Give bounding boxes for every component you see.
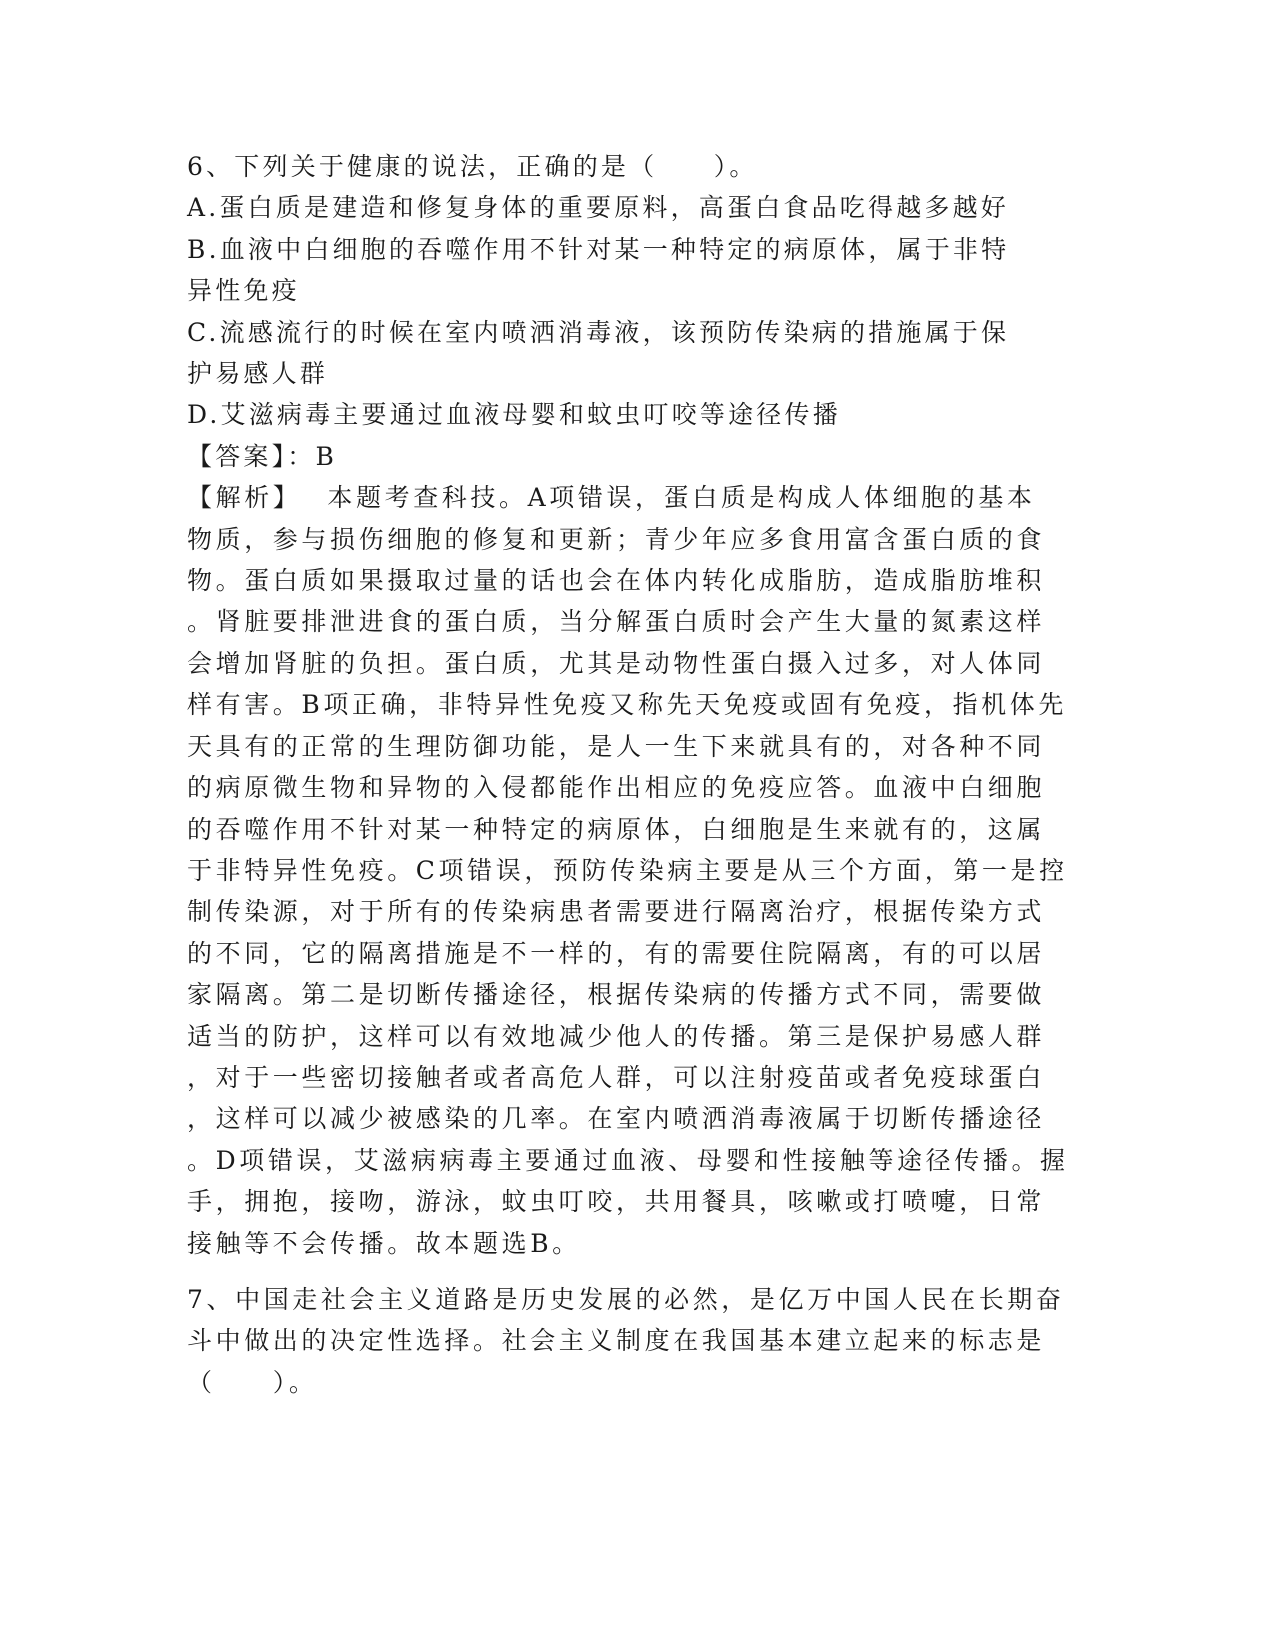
analysis-label: 【解析】 (187, 483, 302, 513)
question-6 (187, 146, 1087, 1264)
option-d: D.艾滋病毒主要通过血液母婴和蚊虫叮咬等途径传播 (187, 400, 841, 430)
document-page (187, 146, 1087, 1403)
analysis-line: 制传染源，对于所有的传染病患者需要进行隔离治疗，根据传染方式 (187, 897, 1046, 927)
question-7 (187, 1279, 1087, 1403)
analysis-line: 。肾脏要排泄进食的蛋白质，当分解蛋白质时会产生大量的氮素这样 (187, 607, 1046, 637)
question-gap (187, 1264, 1087, 1279)
question-6-stem: 6、下列关于健康的说法，正确的是（ ）。 (187, 152, 758, 181)
analysis-line: 物。蛋白质如果摄取过量的话也会在体内转化成脂肪，造成脂肪堆积 (187, 566, 1046, 596)
analysis-line: 的吞噬作用不针对某一种特定的病原体，白细胞是生来就有的，这属 (187, 814, 1046, 844)
analysis-line: 。D项错误，艾滋病病毒主要通过血液、母婴和性接触等途径传播。握 (187, 1145, 1069, 1175)
analysis-line (187, 477, 1087, 518)
analysis-line: 接触等不会传播。故本题选B。 (187, 1228, 581, 1258)
question-7-stem-line: 7、中国走社会主义道路是历史发展的必然，是亿万中国人民在长期奋 (187, 1284, 1065, 1314)
analysis-line: 的不同，它的隔离措施是不一样的，有的需要住院隔离，有的可以居 (187, 938, 1046, 968)
analysis-block (187, 477, 1087, 1264)
analysis-line: ，这样可以减少被感染的几率。在室内喷洒消毒液属于切断传播途径 (187, 1104, 1046, 1134)
analysis-line: 的病原微生物和异物的入侵都能作出相应的免疫应答。血液中白细胞 (187, 773, 1046, 803)
analysis-line: 物质，参与损伤细胞的修复和更新；青少年应多食用富含蛋白质的食 (187, 524, 1046, 554)
analysis-line: 样有害。B项正确，非特异性免疫又称先天免疫或固有免疫，指机体先 (187, 690, 1067, 720)
analysis-line: 家隔离。第二是切断传播途径，根据传染病的传播方式不同，需要做 (187, 980, 1046, 1010)
analysis-line: 于非特异性免疫。C项错误，预防传染病主要是从三个方面，第一是控 (187, 855, 1068, 885)
option-a: A.蛋白质是建造和修复身体的重要原料，高蛋白食品吃得越多越好 (187, 193, 1010, 223)
analysis-text: 本题考查科技。A项错误，蛋白质是构成人体细胞的基本 (327, 483, 1036, 513)
option-c: C.流感流行的时候在室内喷洒消毒液，该预防传染病的措施属于保护易感人群 (187, 317, 1010, 389)
analysis-line: ，对于一些密切接触者或者高危人群，可以注射疫苗或者免疫球蛋白 (187, 1062, 1046, 1092)
analysis-line: 天具有的正常的生理防御功能，是人一生下来就具有的，对各种不同 (187, 731, 1046, 761)
answer-line: 【答案】：B (187, 441, 338, 471)
option-b: B.血液中白细胞的吞噬作用不针对某一种特定的病原体，属于非特异性免疫 (187, 234, 1010, 306)
question-7-stem-line: （ ）。 (187, 1367, 318, 1397)
question-7-stem-line: 斗中做出的决定性选择。社会主义制度在我国基本建立起来的标志是 (187, 1326, 1046, 1356)
analysis-line: 会增加肾脏的负担。蛋白质，尤其是动物性蛋白摄入过多，对人体同 (187, 648, 1046, 678)
analysis-line: 适当的防护，这样可以有效地减少他人的传播。第三是保护易感人群 (187, 1021, 1046, 1051)
analysis-line: 手，拥抱，接吻，游泳，蚊虫叮咬，共用餐具，咳嗽或打喷嚏，日常 (187, 1187, 1046, 1217)
